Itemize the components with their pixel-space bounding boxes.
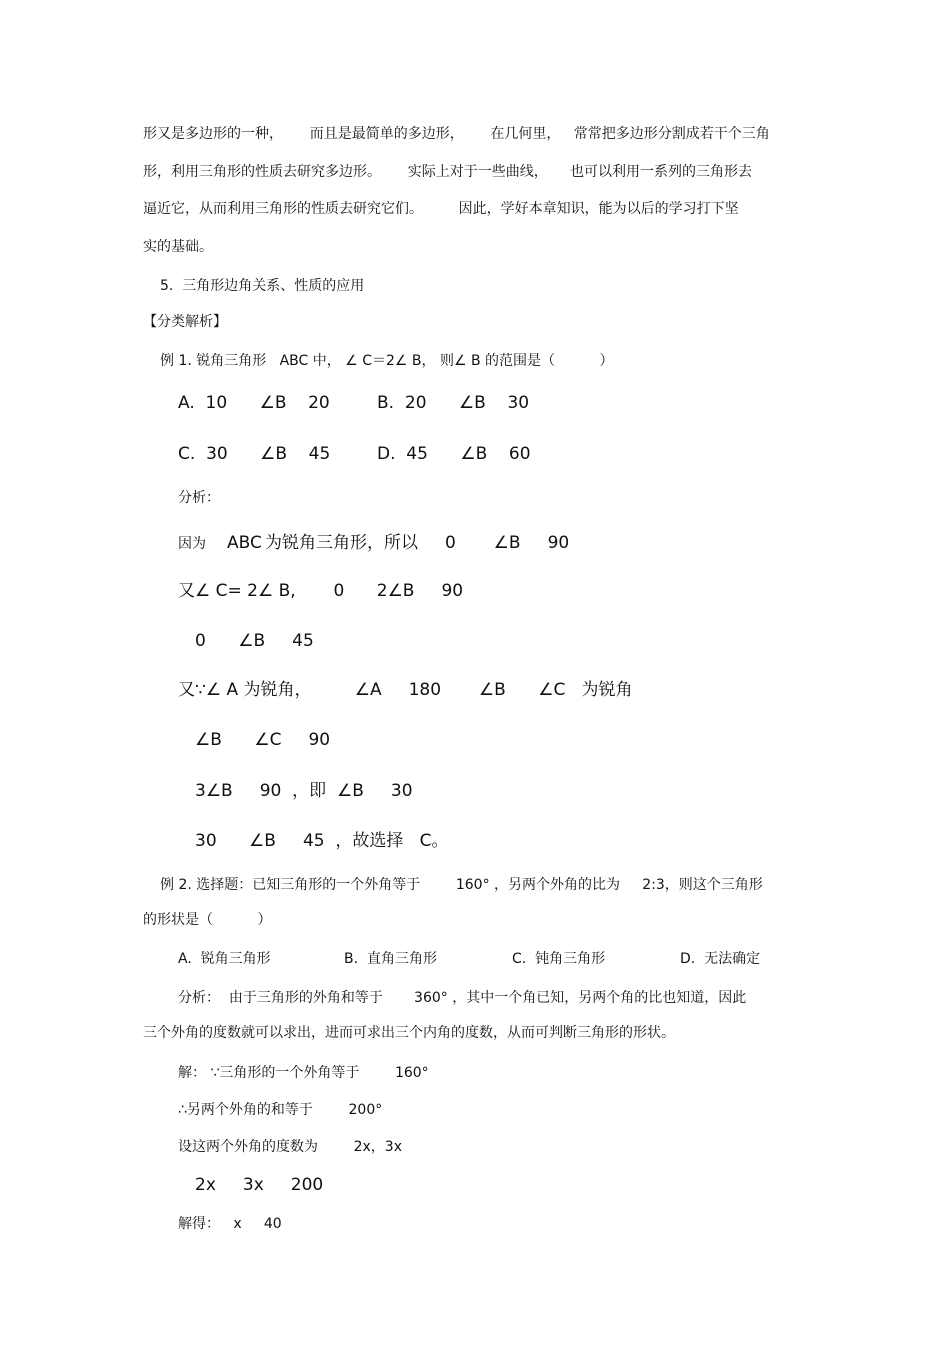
intro-line-4: 实的基础。: [143, 239, 213, 255]
ex2-solution-3: 设这两个外角的度数为 2x，3x: [178, 1139, 402, 1155]
ex2-solution-2: ∴另两个外角的和等于 200°: [178, 1102, 383, 1118]
ex1-step-7: 30 ∠B 45 ，故选择 C。: [195, 831, 449, 851]
ex1-step-1-triangle: ABC: [227, 533, 262, 553]
ex2-question: 例 2. 选择题：已知三角形的一个外角等于 160° ，另两个外角的比为 2:3，则这个三角形: [160, 877, 763, 893]
intro-line-2: 形，利用三角形的性质去研究多边形。 实际上对于一些曲线， 也可以利用一系列的三角形去: [143, 164, 752, 180]
ex2-question-cont: 的形状是（ ）: [143, 912, 272, 928]
intro-line-3: 逼近它，从而利用三角形的性质去研究它们。 因此，学好本章知识，能为以后的学习打下坚: [143, 201, 739, 217]
ex2-solution-1: 解： ∵三角形的一个外角等于 160°: [178, 1065, 429, 1081]
ex1-option-d: D. 45 ∠B 60: [377, 444, 531, 464]
section-heading: 5. 三角形边角关系、性质的应用: [160, 278, 365, 294]
ex1-step-3: 0 ∠B 45: [195, 631, 314, 651]
ex2-option-b: B. 直角三角形: [344, 951, 437, 967]
ex2-option-d: D. 无法确定: [680, 951, 761, 967]
ex2-analysis-line-1: 分析： 由于三角形的外角和等于 360° ，其中一个角已知，另两个角的比也知道，因此: [178, 990, 747, 1006]
ex1-step-6: 3∠B 90 ，即 ∠B 30: [195, 781, 413, 801]
ex1-question: 例 1. 锐角三角形 ABC 中， ∠ C＝2∠ B， 则∠ B 的范围是（ ）: [160, 353, 614, 369]
ex1-step-1-prefix: 因为: [178, 536, 206, 552]
ex1-step-1-rest: 为锐角三角形，所以 0 ∠B 90: [265, 533, 570, 553]
ex1-step-5: ∠B ∠C 90: [195, 730, 331, 750]
ex2-analysis-line-2: 三个外角的度数就可以求出，进而可求出三个内角的度数，从而可判断三角形的形状。: [143, 1025, 675, 1041]
ex2-solution-4: 2x 3x 200: [195, 1175, 324, 1195]
ex1-analysis-label: 分析：: [178, 490, 220, 506]
ex1-option-b: B. 20 ∠B 30: [377, 393, 530, 413]
ex2-option-a: A. 锐角三角形: [178, 951, 271, 967]
ex2-option-c: C. 钝角三角形: [512, 951, 606, 967]
category-heading: 【分类解析】: [143, 314, 227, 330]
intro-line-1: 形又是多边形的一种， 而且是最简单的多边形， 在几何里， 常常把多边形分割成若干个三角: [143, 126, 770, 142]
ex1-option-a: A. 10 ∠B 20: [178, 393, 330, 413]
ex2-solution-5: 解得： x 40: [178, 1216, 282, 1232]
ex1-option-c: C. 30 ∠B 45: [178, 444, 331, 464]
ex1-step-4: 又∵∠ A 为锐角， ∠A 180 ∠B ∠C 为锐角: [178, 680, 633, 700]
ex1-step-2: 又∠ C= 2∠ B, 0 2∠B 90: [178, 581, 464, 601]
